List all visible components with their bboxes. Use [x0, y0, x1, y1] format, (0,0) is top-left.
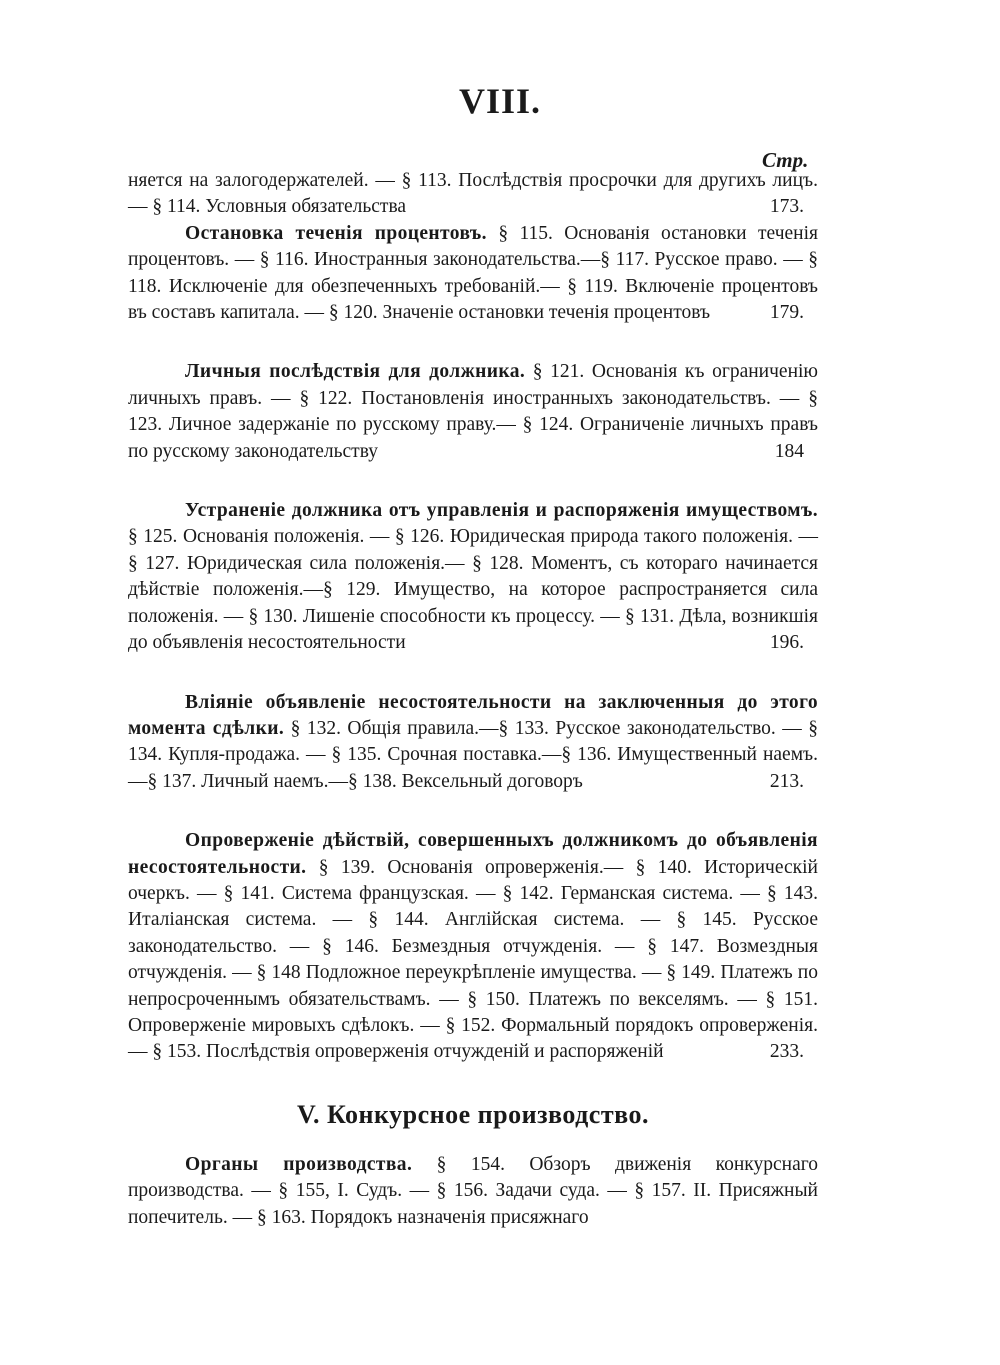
toc-entry: [128, 221, 818, 327]
toc-entry-text: [128, 830, 818, 1062]
toc-entry-tail: [406, 194, 804, 220]
toc-entry-tail: [664, 1039, 804, 1065]
toc-entry-heading: Вліяніе объявленіе несостоятельности на заключенныя до этого момента сдѣлки.: [128, 691, 818, 739]
toc-entry-page: 173.: [769, 196, 804, 218]
toc-entry-tail: [378, 439, 804, 465]
toc-entry-page: 196.: [769, 632, 804, 654]
toc-entry-heading: Остановка теченія процентовъ.: [185, 222, 487, 244]
toc-entry-body: § 121. Основанія къ ограниченію личныхъ правъ. — § 122. Постановленія иностранныхъ законодательствъ. — § 123. Личное задержаніе по русскому праву.— § 124. Ограниченіе личныхъ правъ по русскому законодательству: [128, 361, 818, 462]
toc-entry-body: няется на залогодержателей. — § 113. Послѣдствія просрочки для другихъ лицъ. — § 114. Условныя обязательства: [128, 170, 818, 218]
toc-entry-page: 184: [774, 440, 804, 462]
entry-gap: [128, 795, 818, 828]
entry-gap: [128, 657, 818, 690]
toc-entry-heading: Опроверженіе дѣйствій, совершенныхъ должникомъ до объявленія несостоятельности.: [128, 830, 818, 878]
section-title: V. Конкурсное производство.: [297, 1099, 649, 1129]
toc-entry-page: 213.: [769, 770, 804, 792]
entry-gap: [128, 465, 818, 498]
entry-gap: [128, 326, 818, 359]
toc-entry-heading: Личныя послѣдствія для должника.: [185, 361, 526, 383]
page-number: VIII.: [458, 81, 542, 121]
toc-entry-body: § 125. Основанія положенія. — § 126. Юридическая природа такого положенія. — § 127. Юридическая сила положенія.— § 128. Моментъ, съ котораго начинается дѣйствіе положенія.—§ 129. Имущество, на которое распространяется сила положенія. — § 130. Лишеніе способности къ процессу. — § 131. Дѣла, возникшія до объявленія несостоятельности: [128, 526, 818, 654]
page-column-header: Стр.: [762, 148, 809, 172]
toc-entry-tail: [406, 630, 804, 656]
toc-entry: [128, 498, 818, 656]
toc-entry-tail: [710, 300, 804, 326]
toc-entry: [128, 359, 818, 465]
toc-entry-tail: [583, 769, 804, 795]
toc-entry-page: 233.: [769, 1041, 804, 1063]
toc-entry: [128, 828, 818, 1066]
toc-entry-heading: Органы производства.: [185, 1153, 413, 1175]
toc-entry-heading: Устраненіе должника отъ управленія и распоряженія имуществомъ.: [185, 500, 818, 522]
toc-entry: [128, 690, 818, 796]
toc-entry-body: § 154. Обзоръ движенія конкурснаго производства. — § 155, I. Судъ. — § 156. Задачи суда. — § 157. II. Присяжный попечитель. — § 163. Порядокъ назначенія присяжнаго: [128, 1153, 818, 1228]
toc-entry-page: 179.: [769, 302, 804, 324]
toc-entry-body: § 132. Общія правила.—§ 133. Русское законодательство. — § 134. Купля-продажа. — § 135. Срочная поставка.—§ 136. Имущественный наемъ.—§ 137. Личный наемъ.—§ 138. Вексельный договоръ: [128, 717, 818, 792]
toc-entry-final: [128, 1152, 818, 1231]
toc-entry-body: § 139. Основанія опроверженія.— § 140. Историческій очеркъ. — § 141. Система французская. — § 142. Германская система. — § 143. Италіанская система. — § 144. Англійская система. — § 145. Русское законодательство. — § 146. Безмездныя отчужденія. — § 147. Возмездныя отчужденія. — § 148 Подложное переукрѣпленіе имущества. — § 149. Платежъ по непросроченнымъ обязательствамъ. — § 150. Платежъ по векселямъ. — § 151. Опроверженіе мировыхъ сдѣлокъ. — § 152. Формальный порядокъ опроверженія. — § 153. Послѣдствія опроверженія отчужденій и распоряженій: [128, 856, 818, 1063]
table-of-contents: [128, 168, 818, 1231]
toc-entry: [128, 168, 818, 221]
toc-entry-body: § 115. Основанія остановки теченія процентовъ. — § 116. Иностранныя законодательства.—§ 117. Русское право. — § 118. Исключеніе для обезпеченныхъ требованій.— § 119. Включеніе процентовъ въ составъ капитала. — § 120. Значеніе остановки теченія процентовъ: [128, 222, 818, 324]
